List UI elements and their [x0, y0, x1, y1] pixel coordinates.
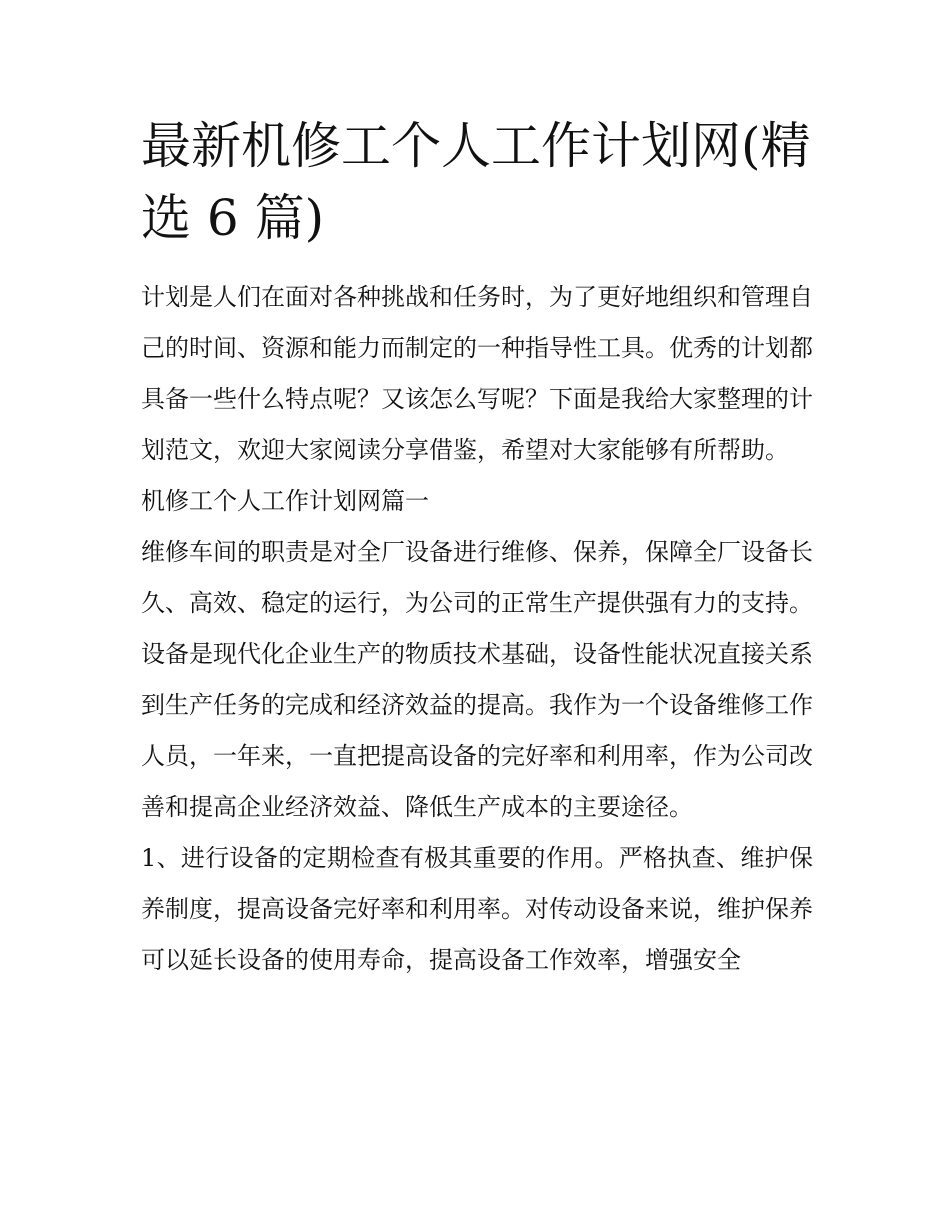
document-page: [141, 110, 813, 986]
list-item-1: 1、进行设备的定期检查有极其重要的作用。严格执查、维护保养制度，提高设备完好率和利用率。对传动设备来说，维护保养可以延长设备的使用寿命，提高设备工作效率，增强安全: [141, 844, 813, 974]
section-heading: 机修工个人工作计划网篇一: [141, 487, 429, 515]
intro-paragraph: 计划是人们在面对各种挑战和任务时，为了更好地组织和管理自己的时间、资源和能力而制定的一种指导性工具。优秀的计划都具备一些什么特点呢？又该怎么写呢？下面是我给大家整理的计划范文，欢迎大家阅读分享借鉴，希望对大家能够有所帮助。: [141, 283, 813, 464]
section-paragraph: 维修车间的职责是对全厂设备进行维修、保养，保障全厂设备长久、高效、稳定的运行，为公司的正常生产提供强有力的支持。设备是现代化企业生产的物质技术基础，设备性能状况直接关系到生产任务的完成和经济效益的提高。我作为一个设备维修工作人员，一年来，一直把提高设备的完好率和利用率，作为公司改善和提高企业经济效益、降低生产成本的主要途径。: [141, 538, 813, 821]
document-title: 最新机修工个人工作计划网(精选 6 篇): [141, 117, 811, 247]
